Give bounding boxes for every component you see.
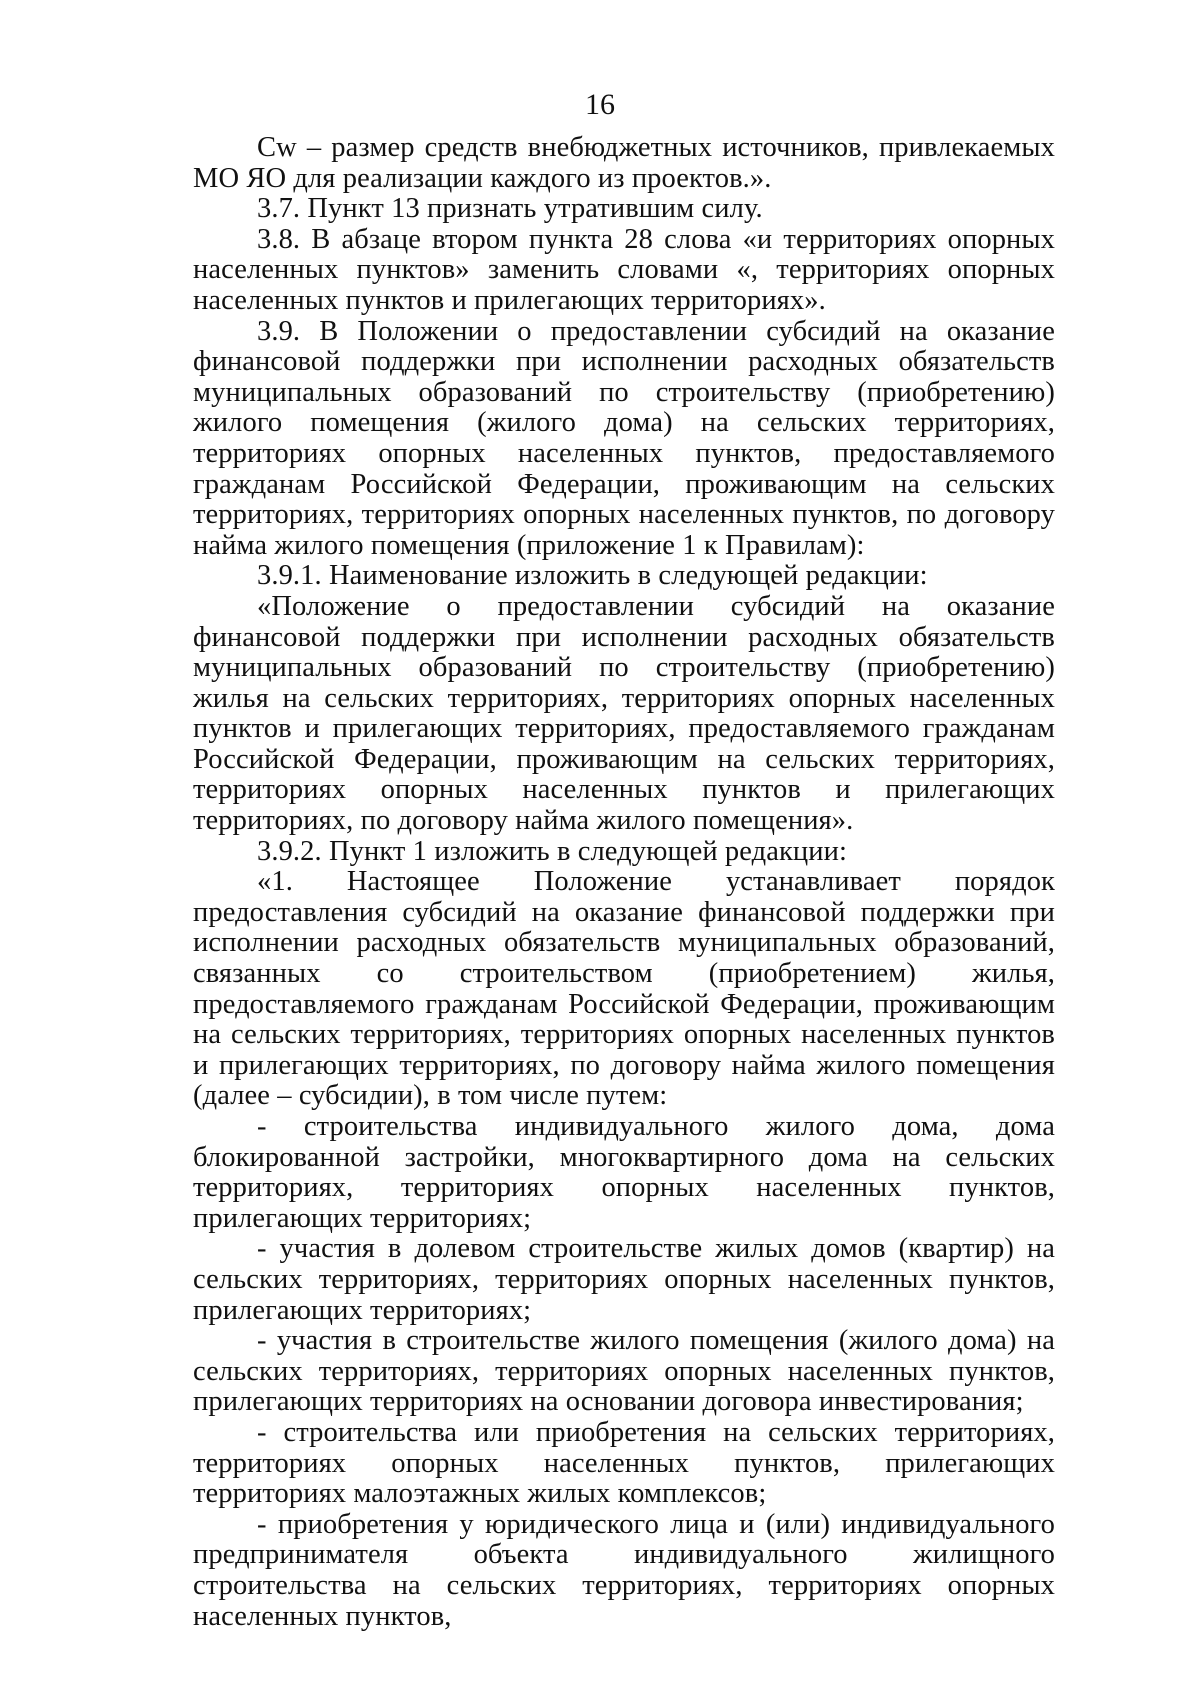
- page-number: 16: [585, 88, 615, 121]
- list-item-construction: - строительства индивидуального жилого дома, дома блокированной застройки, многоквартирного дома на сельских территориях, территориях опорных населенных пунктов, прилегающих территориях;: [193, 1111, 1055, 1234]
- paragraph-3-7: 3.7. Пункт 13 признать утратившим силу.: [257, 193, 763, 225]
- list-item-shared-construction: - участия в долевом строительстве жилых домов (квартир) на сельских территориях, территориях опорных населенных пунктов, прилегающих территориях;: [193, 1233, 1055, 1326]
- paragraph-3-9-1: 3.9.1. Наименование изложить в следующей редакции:: [257, 560, 928, 592]
- paragraph-new-title: «Положение о предоставлении субсидий на оказание финансовой поддержки при исполнении расходных обязательств муниципальных образований по строительству (приобретению) жилья на сельских территориях, территориях опорных населенных пунктов и прилегающих территориях, предоставляемого гражданам Российской Федерации, проживающим на сельских территориях, территориях опорных населенных пунктов и прилегающих территориях, по договору найма жилого помещения».: [193, 590, 1055, 837]
- paragraph-3-8: 3.8. В абзаце втором пункта 28 слова «и территориях опорных населенных пунктов» заменить словами «, территориях опорных населенных пунктов и прилегающих территориях».: [193, 223, 1055, 316]
- list-item-purchase: - приобретения у юридического лица и (или) индивидуального предпринимателя объекта индивидуального жилищного строительства на сельских территориях, территориях опорных населенных пунктов,: [193, 1508, 1055, 1632]
- list-item-low-rise-complexes: - строительства или приобретения на сельских территориях, территориях опорных населенных пунктов, прилегающих территориях малоэтажных жилых комплексов;: [193, 1416, 1055, 1510]
- document-body: [193, 133, 1055, 1632]
- list-item-investment: - участия в строительстве жилого помещения (жилого дома) на сельских территориях, территориях опорных населенных пунктов, прилегающих территориях на основании договора инвестирования;: [193, 1325, 1055, 1418]
- paragraph-cw-definition: Cw – размер средств внебюджетных источников, привлекаемых МО ЯО для реализации каждого из проектов.».: [193, 132, 1055, 194]
- paragraph-3-9-2: 3.9.2. Пункт 1 изложить в следующей редакции:: [257, 835, 847, 867]
- paragraph-3-9: 3.9. В Положении о предоставлении субсидий на оказание финансовой поддержки при исполнении расходных обязательств муниципальных образований по строительству (приобретению) жилого помещения (жилого дома) на сельских территориях, территориях опорных населенных пунктов, предоставляемого гражданам Российской Федерации, проживающим на сельских территориях, территориях опорных населенных пунктов, по договору найма жилого помещения (приложение 1 к Правилам):: [193, 315, 1055, 561]
- paragraph-point-1: «1. Настоящее Положение устанавливает порядок предоставления субсидий на оказание финансовой поддержки при исполнении расходных обязательств муниципальных образований, связанных со строительством (приобретением) жилья, предоставляемого гражданам Российской Федерации, проживающим на сельских территориях, территориях опорных населенных пунктов и прилегающих территориях, по договору найма жилого помещения (далее – субсидии), в том числе путем:: [193, 866, 1055, 1112]
